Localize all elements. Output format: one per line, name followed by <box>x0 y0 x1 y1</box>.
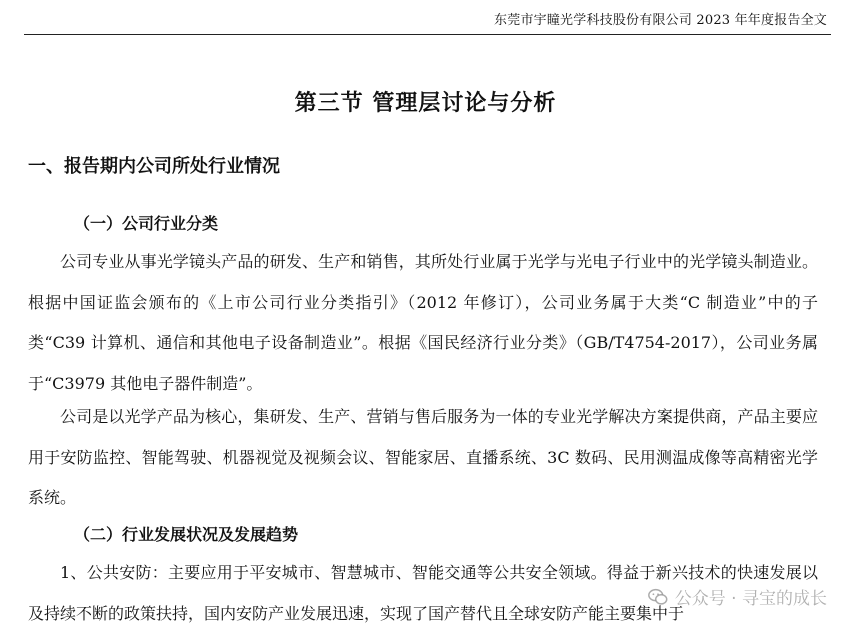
heading-industry-situation: 一、报告期内公司所处行业情况 <box>28 156 280 177</box>
paragraph-company-overview: 公司是以光学产品为核心，集研发、生产、营销与售后服务为一体的专业光学解决方案提供商，产品主要应用于安防监控、智能驾驶、机器视觉及视频会议、智能家居、直播系统、3C 数码、民用测温成像等高精密光学系统。 <box>28 407 818 507</box>
section-title: 第三节 管理层讨论与分析 <box>294 91 557 116</box>
wechat-icon <box>647 586 669 608</box>
header-title: 东莞市宇瞳光学科技股份有限公司 2023 年年度报告全文 <box>494 13 827 28</box>
page-header <box>24 0 831 35</box>
paragraph-business-classification: 公司专业从事光学镜头产品的研发、生产和销售，其所处行业属于光学与光电子行业中的光学镜头制造业。根据中国证监会颁布的《上市公司行业分类指引》（2012 年修订），公司业务属于大类“C 制造业”中的子类“C39 计算机、通信和其他电子设备制造业”。根据《国民经济行业分类》（GB/T4754-2017），公司业务属于“C3979 其他电子器件制造”。 <box>28 252 818 393</box>
watermark-text: 公众号 · 寻宝的成长 <box>674 589 827 609</box>
watermark <box>647 584 827 609</box>
subheading-industry-classification: （一）公司行业分类 <box>74 214 219 233</box>
paragraph-public-security: 1、公共安防：主要应用于平安城市、智慧城市、智能交通等公共安全领域。得益于新兴技术的快速发展以及持续不断的政策扶持，国内安防产业发展迅速，实现了国产替代且全球安防产能主要集中于 <box>28 563 818 623</box>
subheading-industry-trends: （二）行业发展状况及发展趋势 <box>74 525 299 544</box>
